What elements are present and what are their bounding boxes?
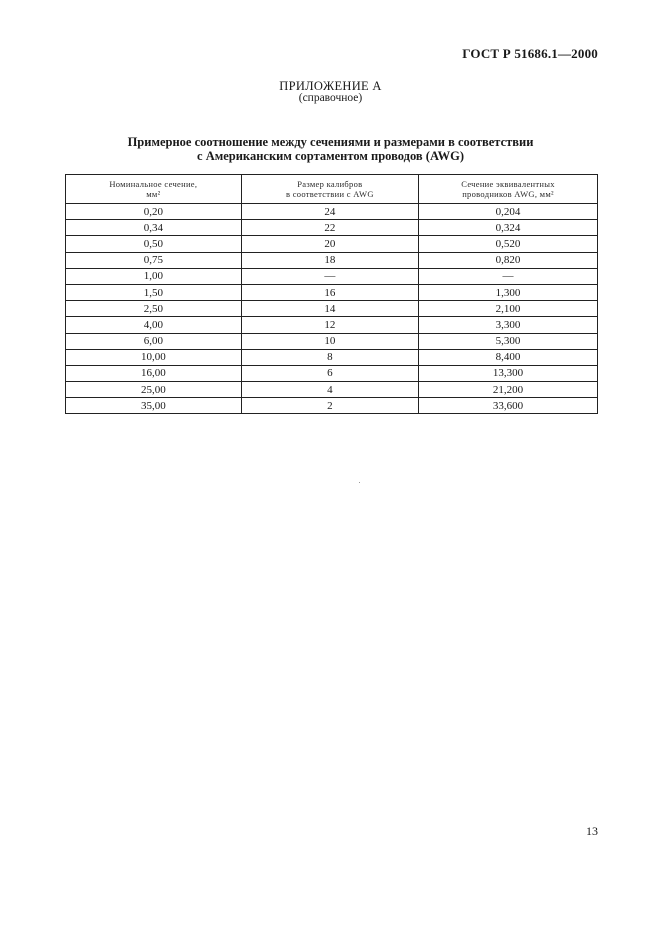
table-row xyxy=(66,301,598,317)
header-equivalent-section xyxy=(419,175,598,204)
table-row xyxy=(66,398,598,414)
header-awg-gauge-line-2: в соответствии с AWG xyxy=(285,189,374,199)
header-nominal-section-line-1: Номинальное сечение, xyxy=(109,179,198,189)
table-title-line-1: Примерное соотношение между сечениями и размерами в соответствии xyxy=(127,135,534,149)
cell-awg-gauge: 12 xyxy=(241,317,418,333)
cell-awg-gauge: 18 xyxy=(241,252,418,268)
cell-equivalent-section: 8,400 xyxy=(419,349,598,365)
cell-nominal-section: 0,50 xyxy=(66,236,242,252)
cell-nominal-section: 0,34 xyxy=(66,220,242,236)
cell-equivalent-section: 33,600 xyxy=(419,398,598,414)
cell-awg-gauge: 14 xyxy=(241,301,418,317)
cell-nominal-section: 16,00 xyxy=(66,365,242,381)
header-nominal-section-line-2: мм² xyxy=(146,189,161,199)
scan-speck xyxy=(359,482,360,483)
cell-nominal-section: 0,20 xyxy=(143,205,163,218)
awg-table xyxy=(65,174,598,414)
cell-nominal-section: 25,00 xyxy=(66,382,242,398)
cell-nominal-section: 1,50 xyxy=(66,284,242,300)
cell-awg-gauge: 8 xyxy=(241,349,418,365)
appendix-title: ПРИЛОЖЕНИЕ А xyxy=(279,79,382,93)
cell-awg-gauge: 16 xyxy=(241,284,418,300)
cell-awg-gauge: 6 xyxy=(241,365,418,381)
cell-equivalent-section: 3,300 xyxy=(419,317,598,333)
cell-awg-gauge: 22 xyxy=(241,220,418,236)
table-row xyxy=(66,252,598,268)
table-row xyxy=(66,268,598,284)
cell-equivalent-section: 2,100 xyxy=(419,301,598,317)
table-title-line-2: с Американским сортаментом проводов (AWG) xyxy=(197,149,464,163)
table-row xyxy=(66,349,598,365)
cell-awg-gauge: 10 xyxy=(241,333,418,349)
cell-equivalent-section: 13,300 xyxy=(419,365,598,381)
table-title xyxy=(0,135,661,163)
cell-equivalent-section: 21,200 xyxy=(419,382,598,398)
header-equivalent-section-line-2: проводников AWG, мм² xyxy=(462,189,554,199)
appendix-subtitle: (справочное) xyxy=(298,92,363,104)
cell-equivalent-section: 0,820 xyxy=(419,252,598,268)
cell-awg-gauge: 2 xyxy=(241,398,418,414)
cell-awg-gauge: 24 xyxy=(241,204,418,220)
cell-equivalent-section: 5,300 xyxy=(419,333,598,349)
cell-nominal-section: 1,00 xyxy=(66,268,242,284)
table-row xyxy=(66,284,598,300)
header-awg-gauge xyxy=(241,175,418,204)
cell-nominal-section: 2,50 xyxy=(66,301,242,317)
header-equivalent-section-line-1: Сечение эквивалентных xyxy=(461,179,555,189)
header-awg-gauge-line-1: Размер калибров xyxy=(297,179,363,189)
cell-awg-gauge: — xyxy=(241,268,418,284)
table-row xyxy=(66,204,598,220)
cell-equivalent-section: 0,324 xyxy=(419,220,598,236)
cell-awg-gauge: 4 xyxy=(241,382,418,398)
cell-equivalent-section: 0,520 xyxy=(419,236,598,252)
header-nominal-section xyxy=(66,175,242,204)
cell-awg-gauge: 20 xyxy=(241,236,418,252)
cell-equivalent-section: 0,204 xyxy=(419,204,598,220)
document-code: ГОСТ Р 51686.1—2000 xyxy=(462,46,598,61)
table-row xyxy=(66,220,598,236)
table-row xyxy=(66,333,598,349)
table-row xyxy=(66,317,598,333)
cell-nominal-section: 4,00 xyxy=(66,317,242,333)
cell-equivalent-section: 1,300 xyxy=(419,284,598,300)
page-number: 13 xyxy=(586,824,598,838)
cell-nominal-section: 10,00 xyxy=(66,349,242,365)
cell-equivalent-section: — xyxy=(419,268,598,284)
table-row xyxy=(66,236,598,252)
table-row xyxy=(66,365,598,381)
table-header-row xyxy=(66,175,598,204)
cell-nominal-section: 6,00 xyxy=(66,333,242,349)
cell-nominal-section: 35,00 xyxy=(66,398,242,414)
table-row xyxy=(66,382,598,398)
cell-nominal-section: 0,75 xyxy=(66,252,242,268)
